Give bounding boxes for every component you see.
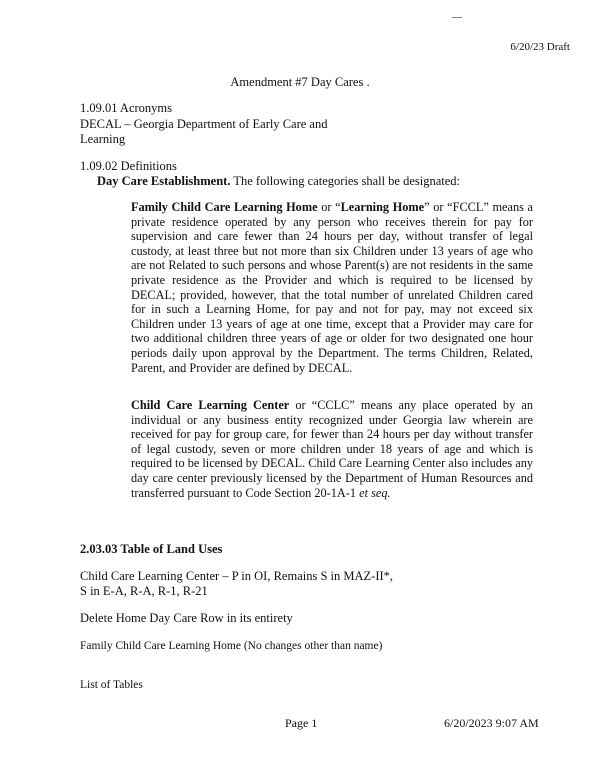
definitions-heading: 1.09.02 Definitions [80,159,177,173]
table-line-4: List of Tables [80,679,143,691]
table-line-1: Child Care Learning Center – P in OI, Remains S in MAZ-II*, S in E-A, R-A, R-1, R-21 [80,569,394,598]
acronyms-line-2: Learning [80,132,126,146]
day-care-term: Day Care Establishment. [97,174,231,188]
table-line-2: Delete Home Day Care Row in its entirety [80,611,293,625]
acronyms-line-1: DECAL – Georgia Department of Early Care and [80,117,328,131]
footer-date: 6/20/2023 9:07 AM [444,716,539,730]
draft-date: 6/20/23 Draft [510,41,570,53]
cclc-italic: et seq. [359,485,391,500]
scan-mark [452,17,462,18]
cclc-term: Child Care Learning Center [131,398,290,412]
cclc-body: or “CCLC” means any place operated by an individual or any business entity recognized under Georgia law wherein are received for pay for group care, for fewer than 24 hours per day without transfer of legal custody, seven or more children under 18 years of age and which is required to be licensed by DECAL. Child Care Learning Center also includes any day care center previously licensed by the Department of Human Resources and transferred pursuant to Code Section 20-1A-1 [131,398,533,500]
learning-home-term: Learning Home [340,200,425,214]
table-line-3: Family Child Care Learning Home (No changes other than name) [80,640,383,652]
footer-page-number: Page 1 [285,716,318,730]
definitions-subheading [97,174,460,189]
fccl-mid: or “ [317,200,341,214]
acronyms-heading: 1.09.01 Acronyms [80,101,173,115]
cclc-definition [131,398,533,500]
day-care-text: The following categories shall be designated: [230,174,461,188]
fccl-definition [131,200,533,375]
table-heading: 2.03.03 Table of Land Uses [80,542,223,556]
fccl-body: ” or “FCCL” means a private residence operated by any person who receives therein for pay for supervision and care fewer than 24 hours per day, without transfer of legal custody, at least three but not more than six Children under 13 years of age who are not Related to such persons and whose Parent(s) are not residents in the same private residence as the Provider and which is required to be licensed by DECAL; provided, however, that the total number of unrelated Children cared for in such a Learning Home, for pay and not for pay, may not exceed six Children under 13 years of age at one time, except that a Provider may care for two additional children three years of age or older for two designated one hour periods daily upon approval by the Department. The terms Children, Related, Parent, and Provider are defined by DECAL. [131,200,533,375]
fccl-term: Family Child Care Learning Home [131,200,318,214]
acronyms-text [80,117,380,147]
page-title: Amendment #7 Day Cares . [230,75,370,89]
